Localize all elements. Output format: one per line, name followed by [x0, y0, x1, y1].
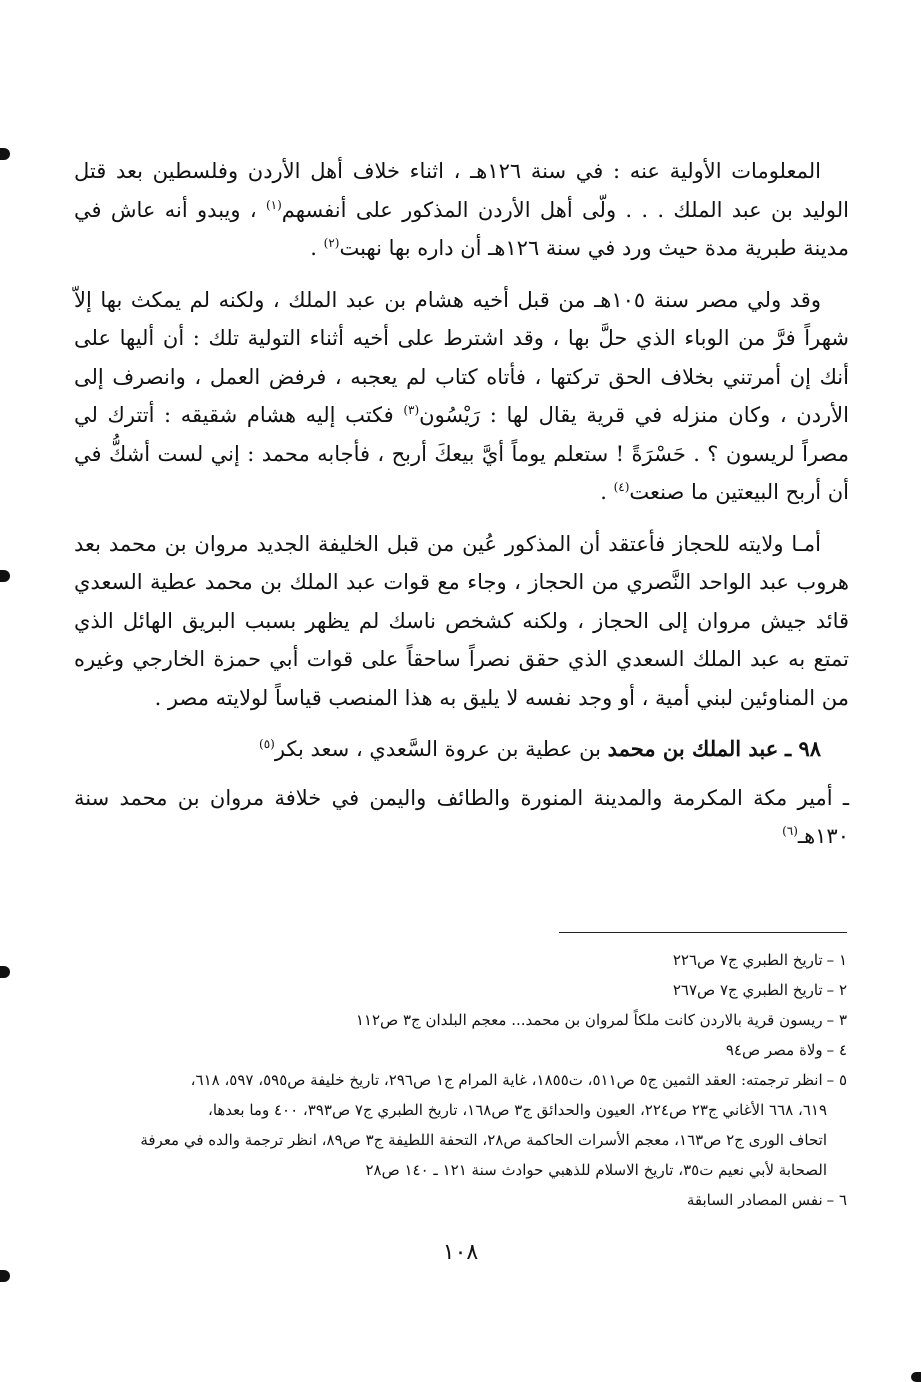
footnote-ref: (٣) [403, 403, 420, 417]
paragraph-text: وقد ولي مصر سنة ١٠٥هـ من قبل أخيه هشام بن عبد الملك ، ولكنه لم يمكث بها إلاّ شهراً فرَّ من الوباء الذي حلَّ بها ، وقد اشترط على أخيه أثناء التولية تلك : أن أليها على أنك إن أمرتني بخلاف الحق تركتها ، فأتاه كتاب لم يعجبه ، فرفض العمل ، وانصرف إلى الأردن ، وكان منزله في قرية يقال لها : رَيْسُون [74, 287, 849, 427]
paragraph-text: . [600, 480, 614, 504]
footnote-separator [559, 932, 847, 933]
footnote-item [74, 975, 847, 1005]
page-edge-mark [911, 1372, 921, 1382]
footnote-text: ٦١٩، ٦٦٨ الأغاني ج٢٣ ص٢٢٤، العيون والحدائق ج٣ ص١٦٨، تاريخ الطبري ج٧ ص٣٩٣، ٤٠٠ وما بعدها، [207, 1101, 827, 1119]
footnote-continuation [74, 1125, 847, 1155]
footnote-text: ريسون قرية بالاردن كانت ملكاً لمروان بن محمد... معجم البلدان ج٣ ص١١٢ [355, 1011, 823, 1029]
page-edge-mark [0, 148, 10, 160]
footnote-number: ٦ – [826, 1191, 847, 1209]
footnote-number: ١ – [826, 951, 847, 969]
paragraph-text: المعلومات الأولية عنه : في سنة ١٢٦هـ ، اثناء خلاف أهل الأردن وفلسطين بعد قتل الوليد بن عبد الملك . . . ولّى أهل الأردن المذكور على أنفسهم [74, 159, 849, 222]
footnote-continuation [74, 1095, 847, 1125]
footnote-number: ٥ – [826, 1071, 847, 1089]
footnote-text: تاريخ الطبري ج٧ ص٢٢٦ [672, 951, 823, 969]
paragraph-initial-info [74, 152, 849, 268]
footnote-item [74, 1035, 847, 1065]
footnotes [74, 945, 847, 1215]
entry-name: عبد الملك بن محمد [607, 736, 779, 761]
footnote-ref: (٦) [782, 824, 798, 838]
paragraph-text: أمـا ولايته للحجاز فأعتقد أن المذكور عُين من قبل الخليفة الجديد مروان بن محمد بعد هروب عبد الواحد النَّصري من الحجاز ، وجاء مع قوات عبد الملك بن محمد عطية السعدي قائد جيش مروان إلى الحجاز ، ولكنه كشخص ناسك لم يظهر بسبب البريق الهائل الذي تمتع به عبد الملك السعدي الذي حقق نصراً ساحقاً على قوات أبي حمزة الخارجي وغيره من المناوئين لبني أمية ، أو وجد نفسه لا يليق به هذا المنصب قياساً لولايته مصر . [74, 531, 849, 710]
footnote-text: نفس المصادر السابقة [686, 1191, 823, 1209]
footnote-item [74, 1005, 847, 1035]
footnote-ref: (٥) [259, 737, 275, 751]
paragraph-hijaz-governorship [74, 525, 849, 718]
paragraph-text: ، ويبدو أنه عاش في مدينة طبرية مدة حيث ورد في سنة ١٢٦هـ أن داره بها نهبت [74, 197, 849, 260]
paragraph-egypt-governorship [74, 281, 849, 512]
footnote-ref: (١) [265, 197, 282, 212]
footnote-item [74, 945, 847, 975]
footnote-continuation [74, 1155, 847, 1185]
footnote-ref: (٢) [323, 236, 340, 250]
main-text [74, 152, 849, 869]
footnote-number: ٢ – [826, 981, 847, 999]
paragraph-emir-description [74, 779, 849, 856]
footnote-text: الصحابة لأبي نعيم ت٣٥، تاريخ الاسلام للذهبي حوادث سنة ١٢١ ـ ١٤٠ ص٢٨ [365, 1161, 827, 1179]
entry-lineage: بن عطية بن عروة السَّعدي ، سعد بكر [274, 737, 608, 761]
footnote-ref: (٤) [613, 480, 630, 494]
page-number: ١٠٨ [442, 1240, 479, 1265]
footnote-text: ولاة مصر ص٩٤ [725, 1041, 823, 1059]
page-edge-mark [0, 1270, 10, 1282]
entry-heading [74, 730, 849, 769]
paragraph-text: . [310, 236, 324, 260]
entry-number: ٩٨ ـ [784, 736, 821, 761]
page-edge-mark [0, 966, 10, 978]
paragraph-text: ـ أمير مكة المكرمة والمدينة المنورة والطائف واليمن في خلافة مروان بن محمد سنة ١٣٠هـ [74, 785, 849, 848]
footnote-text: انظر ترجمته: العقد الثمين ج٥ ص٥١١، ت١٨٥٥، غاية المرام ج١ ص٢٩٦، تاريخ خليفة ص٥٩٥، ٥٩٧، ٦١٨، [190, 1071, 823, 1089]
footnote-text: اتحاف الورى ج٢ ص١٦٣، معجم الأسرات الحاكمة ص٢٨، التحفة اللطيفة ج٣ ص٨٩، انظر ترجمة والده في معرفة [140, 1131, 827, 1149]
paragraph-text: فكتب إليه هشام شقيقه : أتترك لي مصراً لريسون ؟ . حَسْرَةً ! ستعلم يوماً أيَّ بيعكَ أربح ، فأجابه محمد : إني لست أشكُّ في أن أربح البيعتين ما صنعت [74, 403, 849, 504]
page-edge-mark [0, 570, 10, 582]
footnote-number: ٤ – [826, 1041, 847, 1059]
footnote-text: تاريخ الطبري ج٧ ص٢٦٧ [672, 981, 823, 999]
footnote-item [74, 1185, 847, 1215]
footnote-item [74, 1065, 847, 1095]
footnote-number: ٣ – [826, 1011, 847, 1029]
